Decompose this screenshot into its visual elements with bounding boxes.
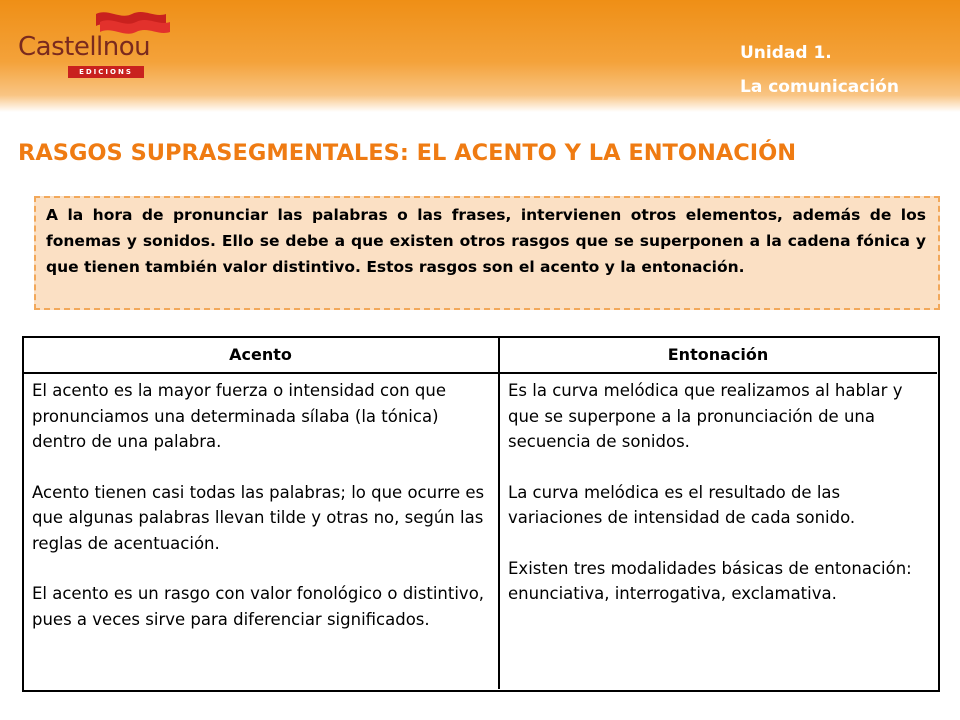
logo-wordmark: Castellnou	[18, 32, 151, 62]
header-entonacion: Entonación	[667, 345, 769, 364]
page-title: RASGOS SUPRASEGMENTALES: EL ACENTO Y LA ENTONACIÓN	[18, 140, 797, 166]
table-header-divider	[24, 372, 937, 374]
intro-box	[34, 196, 940, 310]
entonacion-paragraph: Existen tres modalidades básicas de entonación: enunciativa, interrogativa, exclamativa.	[508, 558, 912, 603]
comparison-table	[22, 336, 940, 692]
flag-icon	[18, 10, 178, 34]
logo-subtitle: EDICIONS	[68, 66, 144, 78]
unit-title: La comunicación	[740, 77, 899, 97]
unit-number: Unidad 1.	[740, 43, 832, 63]
entonacion-cell	[508, 378, 934, 632]
castellnou-logo	[18, 10, 178, 74]
acento-paragraph: Acento tienen casi todas las palabras; lo que ocurre es que algunas palabras llevan tilde y otras no, según las reglas de acentuación.	[32, 482, 485, 553]
table-column-divider	[498, 338, 500, 689]
acento-cell	[32, 378, 494, 657]
acento-paragraph: El acento es un rasgo con valor fonológico o distintivo, pues a veces sirve para diferenciar significados.	[32, 584, 485, 629]
intro-text: A la hora de pronunciar las palabras o las frases, intervienen otros elementos, además de los fonemas y sonidos. Ello se debe a que existen otros rasgos que se superponen a la cadena fónica y que tienen también valor distintivo. Estos rasgos son el acento y la entonación.	[46, 206, 926, 276]
entonacion-paragraph: Es la curva melódica que realizamos al hablar y que se superpone a la pronunciación de una secuencia de sonidos.	[508, 381, 903, 451]
entonacion-paragraph: La curva melódica es el resultado de las variaciones de intensidad de cada sonido.	[508, 482, 856, 527]
acento-paragraph: El acento es la mayor fuerza o intensidad con que pronunciamos una determinada sílaba (la tónica) dentro de una palabra.	[32, 381, 446, 451]
unit-label	[740, 36, 899, 104]
header-acento: Acento	[229, 345, 292, 364]
